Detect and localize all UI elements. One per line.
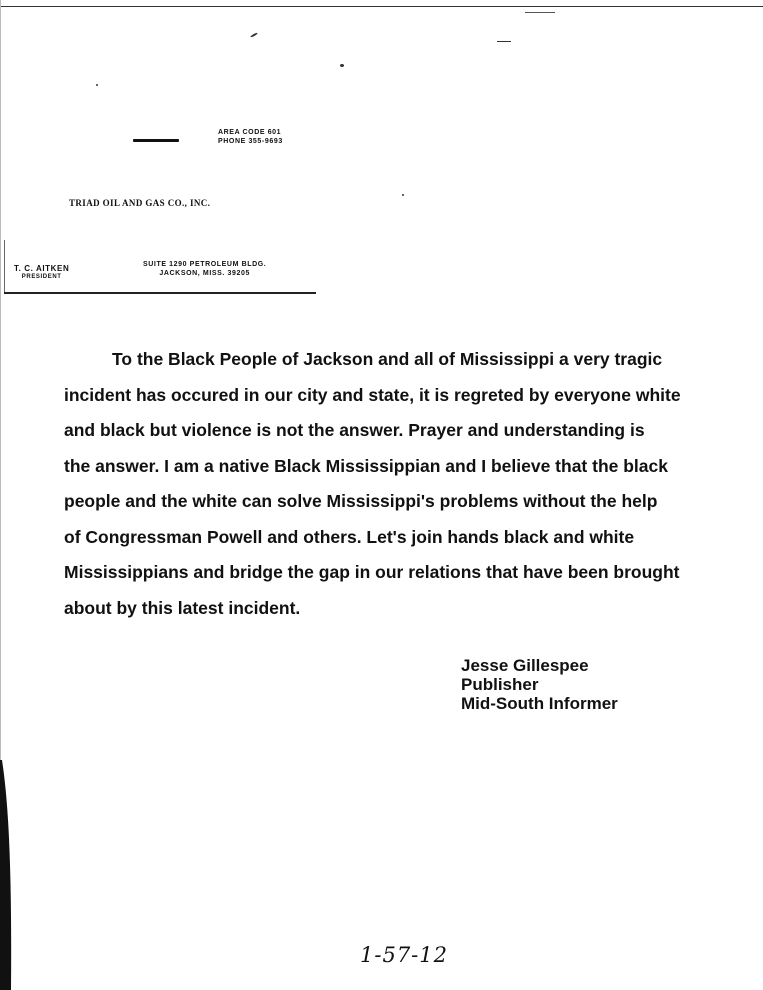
letterhead-person: [14, 264, 69, 282]
area-code: AREA CODE 601: [218, 129, 282, 136]
scan-speck: [497, 41, 511, 42]
scan-edge-shadow: [0, 760, 20, 990]
letter-line: To the Black People of Jackson and all of Mississippi a very tragic: [112, 349, 663, 369]
letter-line: of Congressman Powell and others. Let's join hands black and white: [64, 526, 635, 547]
person-name: T. C. AITKEN: [14, 264, 70, 273]
letter-body: [64, 342, 724, 626]
signer-title: Publisher: [461, 675, 539, 694]
letter-line: about by this latest incident.: [64, 597, 301, 618]
letterhead-border: [4, 240, 5, 294]
scan-speck: [402, 194, 404, 196]
letterhead-rule: [4, 292, 316, 294]
scan-speck: [340, 64, 344, 67]
signature-block: [461, 656, 618, 713]
letter-line: Mississippians and bridge the gap in our relations that have been brought: [64, 562, 680, 582]
scan-speck: [96, 84, 98, 86]
scan-speck: [250, 32, 258, 38]
top-rule: [0, 6, 763, 7]
letterhead-dash: [133, 139, 179, 142]
address-line-1: SUITE 1290 PETROLEUM BLDG.: [143, 261, 267, 268]
phone-number: PHONE 355-9693: [218, 138, 283, 145]
person-title: PRESIDENT: [21, 274, 62, 280]
letter-line: incident has occured in our city and state, it is regreted by everyone white: [64, 384, 681, 405]
letterhead-contact: [218, 128, 283, 146]
letter-line: people and the white can solve Mississippi's problems without the help: [64, 491, 658, 511]
top-mark: [525, 12, 555, 13]
signer-name: Jesse Gillespee: [461, 656, 589, 675]
letter-line: and black but violence is not the answer. Prayer and understanding is: [64, 420, 645, 440]
letterhead-address: [143, 260, 266, 278]
letter-line: the answer. I am a native Black Mississippian and I believe that the black: [64, 455, 668, 476]
address-line-2: JACKSON, MISS. 39205: [159, 270, 250, 277]
file-number: 1-57-12: [360, 943, 448, 967]
signer-organization: Mid-South Informer: [461, 694, 618, 713]
company-name: TRIAD OIL AND GAS CO., INC.: [69, 198, 211, 208]
